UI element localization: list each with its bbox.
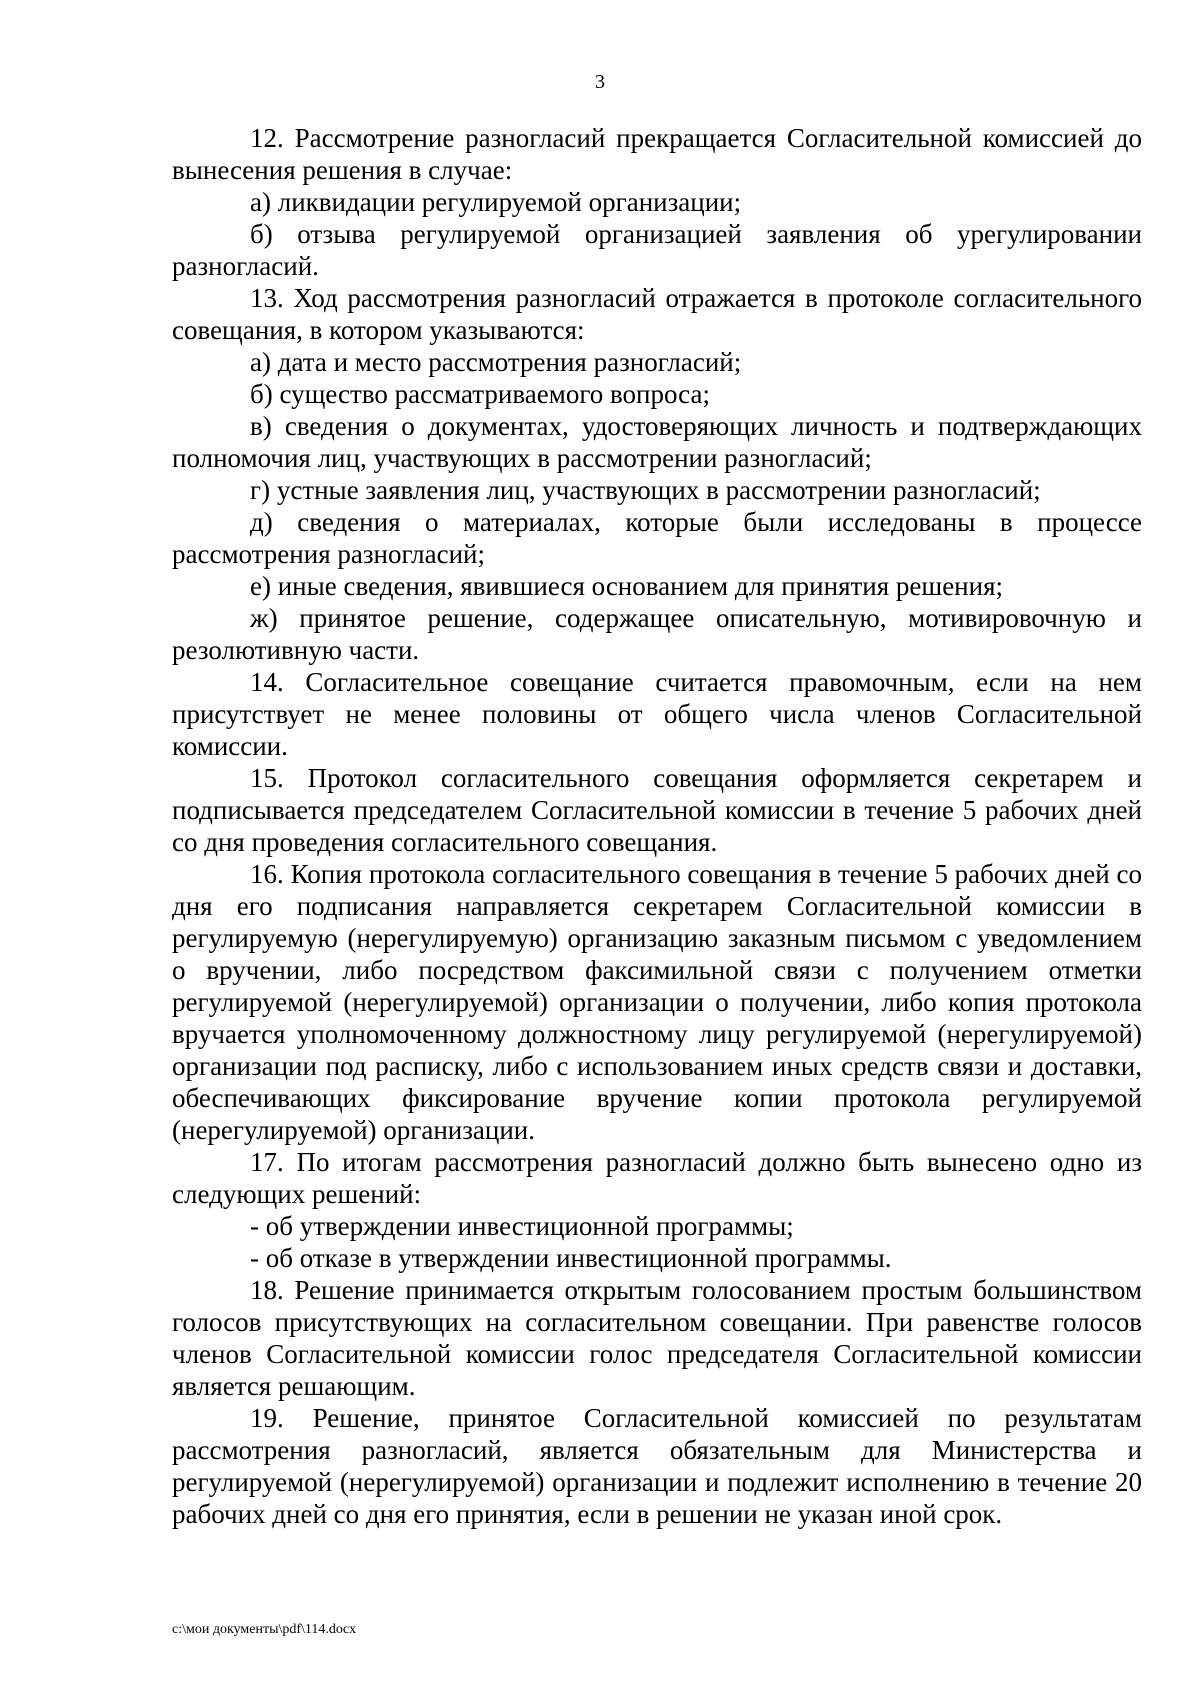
paragraph-15: 15. Протокол согласительного совещания оформляется секретарем и подписывается председателем Согласительной комиссии в течение 5 рабочих дней со дня проведения согласительного совещания. — [172, 763, 1142, 857]
paragraph-13-a: а) дата и место рассмотрения разногласий; — [250, 347, 742, 377]
paragraph-17-item-1: - об утверждении инвестиционной программы; — [250, 1211, 794, 1241]
paragraph-13: 13. Ход рассмотрения разногласий отражается в протоколе согласительного совещания, в котором указываются: — [172, 283, 1142, 345]
paragraph-13-d: д) сведения о материалах, которые были исследованы в процессе рассмотрения разногласий; — [172, 507, 1142, 569]
paragraph-13-v: в) сведения о документах, удостоверяющих личность и подтверждающих полномочия лиц, участвующих в рассмотрении разногласий; — [172, 411, 1142, 473]
paragraph-13-e: е) иные сведения, явившиеся основанием для принятия решения; — [250, 571, 1003, 601]
paragraph-17-item-2: - об отказе в утверждении инвестиционной программы. — [250, 1243, 892, 1273]
paragraph-12-b: б) отзыва регулируемой организацией заявления об урегулировании разногласий. — [172, 219, 1142, 281]
footer-file-path: c:\мои документы\pdf\114.docx — [172, 1622, 357, 1637]
page-number: 3 — [595, 71, 605, 93]
paragraph-13-zh: ж) принятое решение, содержащее описательную, мотивировочную и резолютивную части. — [172, 603, 1142, 665]
paragraph-19: 19. Решение, принятое Согласительной комиссией по результатам рассмотрения разногласий, является обязательным для Министерства и регулируемой (нерегулируемой) организации и подлежит исполнению в течение 20 рабочих дней со дня его принятия, если в решении не указан иной срок. — [172, 1403, 1142, 1529]
paragraph-12-a: а) ликвидации регулируемой организации; — [250, 187, 742, 217]
paragraph-18: 18. Решение принимается открытым голосованием простым большинством голосов присутствующих на согласительном совещании. При равенстве голосов членов Согласительной комиссии голос председателя Согласительной комиссии является решающим. — [172, 1275, 1142, 1401]
paragraph-16: 16. Копия протокола согласительного совещания в течение 5 рабочих дней со дня его подписания направляется секретарем Согласительной комиссии в регулируемую (нерегулируемую) организацию заказным письмом с уведомлением о вручении, либо посредством факсимильной связи с получением отметки регулируемой (нерегулируемой) организации о получении, либо копия протокола вручается уполномоченному должностному лицу регулируемой (нерегулируемой) организации под расписку, либо с использованием иных средств связи и доставки, обеспечивающих фиксирование вручение копии протокола регулируемой (нерегулируемой) организации. — [172, 859, 1142, 1145]
document-body — [172, 122, 1142, 1530]
paragraph-17: 17. По итогам рассмотрения разногласий должно быть вынесено одно из следующих решений: — [172, 1147, 1142, 1209]
paragraph-14: 14. Согласительное совещание считается правомочным, если на нем присутствует не менее половины от общего числа членов Согласительной комиссии. — [172, 667, 1142, 761]
paragraph-13-g: г) устные заявления лиц, участвующих в рассмотрении разногласий; — [250, 475, 1041, 505]
paragraph-12: 12. Рассмотрение разногласий прекращается Согласительной комиссией до вынесения решения в случае: — [172, 123, 1142, 185]
paragraph-13-b: б) существо рассматриваемого вопроса; — [250, 379, 710, 409]
